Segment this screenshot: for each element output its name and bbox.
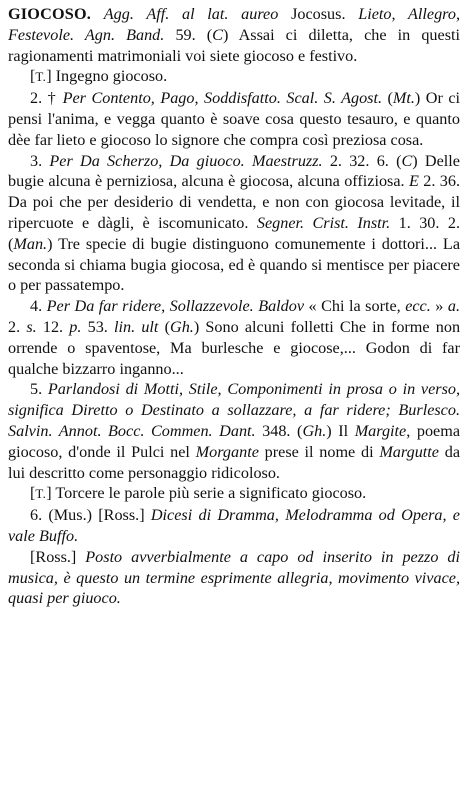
text-run: 2. 36. Da poi che per desiderio di vendetta, e non con giocosa levitade, il ripercuote e dàgli, è iscomunicato.	[8, 172, 461, 232]
text-run: Morgante	[195, 442, 259, 461]
text-run: p.	[69, 317, 82, 336]
text-run: [	[30, 67, 36, 86]
text-run: Segner. Crist. Instr.	[256, 213, 391, 232]
text-run: Jocosus.	[291, 5, 359, 23]
text-run: (	[158, 317, 170, 336]
text-run: Dicesi di Dramma, Melodramma od Opera, e vale Buffo.	[8, 506, 460, 545]
text-run: ] Torcere le parole più serie a significato giocoso.	[46, 484, 367, 503]
text-run: 12.	[36, 317, 70, 336]
text-run: Parlandosi di Motti, Stile, Componimenti in prosa o in verso, significa Diretto o Destinato a sollazzare, a far ridere; Burlesco. Salvin. Annot. Bocc. Commen. Dant.	[8, 380, 461, 440]
entry-example-torcere	[8, 483, 460, 505]
text-run: Margite	[354, 421, 407, 440]
text-run: ) Or ci pensi l'anima, e vegga quanto è soave cosa questo tesauro, e quanto dèe far lieto e giocoso lo signore che compra così preziosa cosa.	[8, 89, 461, 149]
text-run: Agg. Aff. al lat. aureo	[103, 5, 292, 23]
text-run: (	[382, 89, 393, 108]
entry-sense-3	[8, 151, 460, 297]
text-run: 4.	[30, 297, 47, 316]
entry-sense-5	[8, 379, 460, 483]
text-run: da lui descritto come personaggio ridicoloso.	[8, 442, 461, 482]
text-run: 348. (	[255, 421, 303, 440]
text-run: T.	[35, 69, 47, 85]
text-run: E	[408, 172, 419, 191]
text-run: Per Contento, Pago, Soddisfatto. Scal. S. Agost.	[62, 89, 383, 108]
entry-example-ingegno	[8, 66, 460, 88]
entry-sense-4	[8, 296, 460, 379]
text-run: Man.	[13, 234, 48, 253]
entry-sense-2	[8, 88, 460, 150]
text-run: ) Delle bugie alcuna è perniziosa, alcuna è giocosa, alcuna offiziosa.	[8, 151, 460, 191]
text-run: , poema giocoso, d'onde il Pulci nel	[8, 421, 461, 461]
text-run: »	[430, 297, 448, 316]
text-run: 53.	[81, 317, 115, 336]
text-run: 2. 32. 6. (	[322, 151, 402, 170]
text-run: Gh.	[302, 421, 327, 440]
text-run: ) Assai ci diletta, che in questi ragionamenti matrimoniali voi siete giocoso e festivo.	[8, 25, 461, 65]
text-run: [	[30, 484, 36, 503]
entry-sense-6-ross	[8, 547, 460, 609]
text-run: 2. †	[30, 89, 63, 108]
text-run: C	[401, 151, 413, 170]
text-run: Mt.	[392, 89, 415, 108]
text-run: s.	[26, 317, 37, 336]
text-run: prese il nome di	[258, 442, 380, 461]
text-run: 6. (Mus.) [Ross.]	[30, 506, 151, 525]
text-run: [Ross.]	[30, 547, 86, 566]
text-run: 3.	[30, 151, 50, 170]
text-run: 5.	[30, 380, 48, 399]
text-run: lin. ult	[114, 317, 159, 336]
text-run: Per Da far ridere, Sollazzevole. Baldov	[46, 297, 305, 316]
text-run: 59. (	[175, 25, 213, 44]
entry-headword: GIOCOSO.	[8, 5, 92, 23]
text-run: Posto avverbialmente a capo od inserito in pezzo di musica, è questo un termine esprimente allegria, movimento vivace, quasi per giuoco.	[8, 547, 460, 608]
text-run: 2.	[8, 317, 27, 336]
text-run: ] Ingegno giocoso.	[46, 67, 168, 86]
text-run: ) Sono alcuni folletti Che in forme non orrende o spaventose, Ma burlesche e giocose,... Godon di far qualche bizzarro inganno...	[8, 317, 461, 378]
entry-paragraph-main	[8, 4, 460, 66]
text-run: ) Tre specie di bugie distinguono comunemente i dottori... La seconda si chiama bugia giocosa, ed è quando si mentisce per piacere o per passatempo.	[8, 234, 460, 295]
text-run: T.	[35, 486, 47, 502]
text-run: 1. 30. 2. (	[8, 213, 460, 253]
text-run: Gh.	[170, 317, 194, 336]
text-run: Margutte	[379, 442, 439, 461]
text-run: a.	[447, 297, 461, 316]
text-run: C	[212, 25, 223, 44]
text-run: ecc.	[405, 297, 431, 316]
text-run: « Chi la sorte,	[304, 297, 406, 316]
text-run: ) Il	[326, 421, 355, 440]
text-run: Per Da Scherzo, Da giuoco. Maestruzz.	[49, 151, 323, 170]
entry-sense-6	[8, 505, 460, 547]
text-run: Lieto, Allegro, Festevole. Agn. Band.	[8, 5, 460, 44]
